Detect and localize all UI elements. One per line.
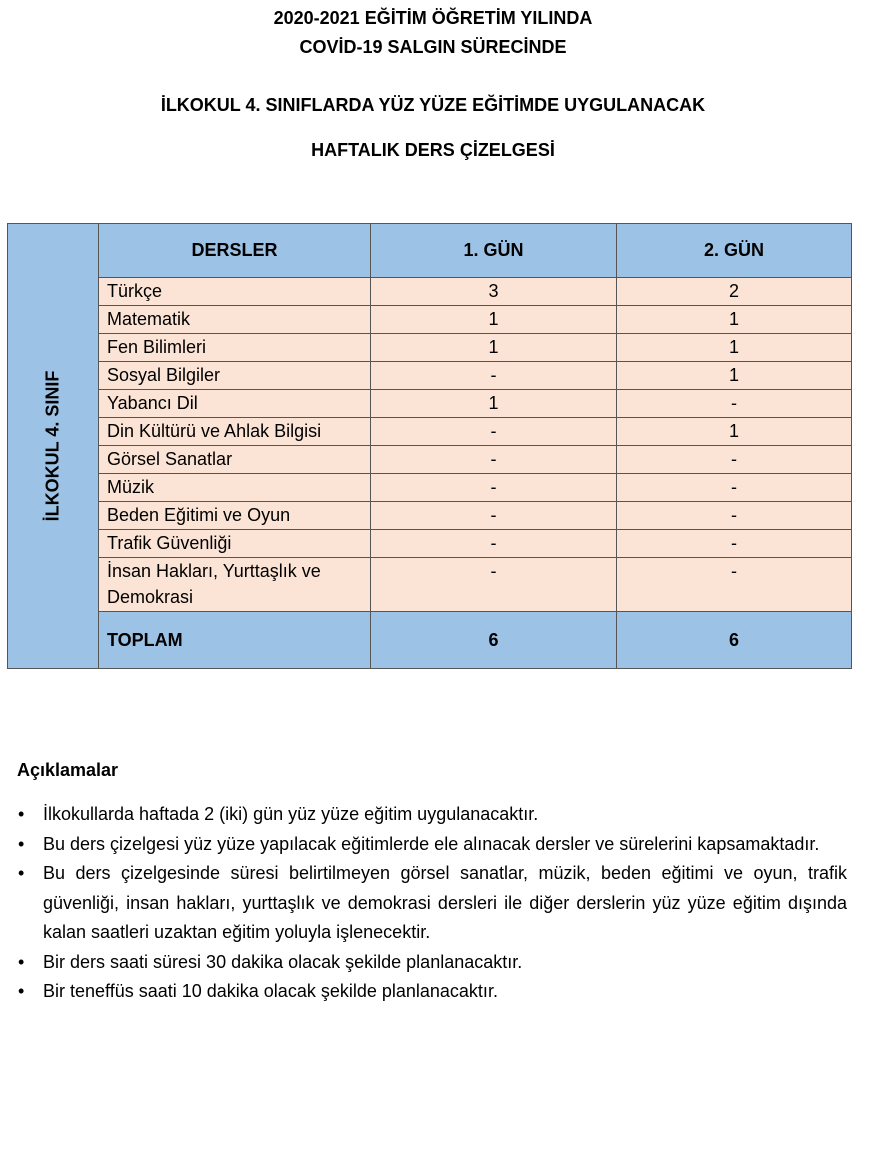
course-name: Müzik xyxy=(99,474,371,502)
table-row xyxy=(8,362,852,390)
day2-hours: 1 xyxy=(617,418,852,446)
subtitle-line-1: İLKOKUL 4. SINIFLARDA YÜZ YÜZE EĞİTİMDE UYGULANACAK xyxy=(160,95,706,115)
notes-list xyxy=(17,800,847,1007)
grade-side-label: İLKOKUL 4. SINIF xyxy=(42,370,63,522)
course-name: Fen Bilimleri xyxy=(99,334,371,362)
course-name: İnsan Hakları, Yurttaşlık ve Demokrasi xyxy=(99,558,371,612)
note-text: İlkokullarda haftada 2 (iki) gün yüz yüze eğitim uygulanacaktır. xyxy=(43,804,539,824)
subtitle-line-2: HAFTALIK DERS ÇİZELGESİ xyxy=(311,140,555,160)
day2-hours: - xyxy=(617,474,852,502)
day1-hours: - xyxy=(371,446,617,474)
day1-hours: 1 xyxy=(371,334,617,362)
course-name: Yabancı Dil xyxy=(99,390,371,418)
note-text: Bu ders çizelgesi yüz yüze yapılacak eğitimlerde ele alınacak dersler ve sürelerini kapsamaktadır. xyxy=(43,833,820,854)
day1-hours: - xyxy=(371,418,617,446)
table-row xyxy=(8,390,852,418)
table-row xyxy=(8,306,852,334)
day2-hours: - xyxy=(617,530,852,558)
course-name: Sosyal Bilgiler xyxy=(99,362,371,390)
total-row xyxy=(8,612,852,669)
day2-hours: - xyxy=(617,446,852,474)
day1-hours: - xyxy=(371,474,617,502)
bullet-icon: • xyxy=(18,833,25,854)
day1-hours: 1 xyxy=(371,306,617,334)
column-header-day2: 2. GÜN xyxy=(617,224,852,278)
total-label: TOPLAM xyxy=(99,612,371,669)
table-row xyxy=(8,502,852,530)
day2-hours: - xyxy=(617,558,852,612)
column-header-courses: DERSLER xyxy=(99,224,371,278)
day1-hours: - xyxy=(371,362,617,390)
course-name: Trafik Güvenliği xyxy=(99,530,371,558)
bullet-icon: • xyxy=(18,863,25,883)
day2-hours: 1 xyxy=(617,334,852,362)
day2-hours: 2 xyxy=(617,278,852,306)
list-item xyxy=(17,830,847,860)
day2-hours: 1 xyxy=(617,306,852,334)
table-row xyxy=(8,474,852,502)
title-line-2: COVİD-19 SALGIN SÜRECİNDE xyxy=(299,37,567,57)
table-row xyxy=(8,530,852,558)
bullet-icon: • xyxy=(18,951,25,972)
day2-hours: - xyxy=(617,390,852,418)
course-name: Görsel Sanatlar xyxy=(99,446,371,474)
table-row xyxy=(8,418,852,446)
notes-heading: Açıklamalar xyxy=(17,760,119,780)
table-row xyxy=(8,446,852,474)
note-text: Bu ders çizelgesinde süresi belirtilmeyen görsel sanatlar, müzik, beden eğitimi ve oyun, trafik güvenliği, insan hakları, yurttaşlık ve demokrasi dersleri ile diğer derslerin yüz yüze eğitim dışında kalan saatleri uzaktan eğitim yoluyla işlenecektir. xyxy=(43,863,847,942)
table-row xyxy=(8,334,852,362)
list-item xyxy=(17,859,847,948)
bullet-icon: • xyxy=(18,804,25,824)
table-header-row xyxy=(8,224,852,278)
note-text: Bir teneffüs saati 10 dakika olacak şekilde planlanacaktır. xyxy=(43,981,498,1001)
grade-side-label-cell xyxy=(8,224,99,669)
day1-hours: 1 xyxy=(371,390,617,418)
list-item xyxy=(17,800,847,830)
column-header-day1: 1. GÜN xyxy=(371,224,617,278)
course-name: Matematik xyxy=(99,306,371,334)
note-text: Bir ders saati süresi 30 dakika olacak şekilde planlanacaktır. xyxy=(43,951,523,972)
table-row xyxy=(8,278,852,306)
day1-hours: 3 xyxy=(371,278,617,306)
course-name: Türkçe xyxy=(99,278,371,306)
day2-hours: 1 xyxy=(617,362,852,390)
list-item xyxy=(17,977,847,1007)
course-name: Din Kültürü ve Ahlak Bilgisi xyxy=(99,418,371,446)
day1-hours: - xyxy=(371,558,617,612)
total-day2: 6 xyxy=(617,612,852,669)
day1-hours: - xyxy=(371,502,617,530)
day2-hours: - xyxy=(617,502,852,530)
day1-hours: - xyxy=(371,530,617,558)
list-item xyxy=(17,948,847,978)
total-day1: 6 xyxy=(371,612,617,669)
bullet-icon: • xyxy=(18,981,25,1001)
table-row xyxy=(8,558,852,612)
schedule-table xyxy=(7,223,852,669)
course-name: Beden Eğitimi ve Oyun xyxy=(99,502,371,530)
title-line-1: 2020-2021 EĞİTİM ÖĞRETİM YILINDA xyxy=(273,8,593,28)
